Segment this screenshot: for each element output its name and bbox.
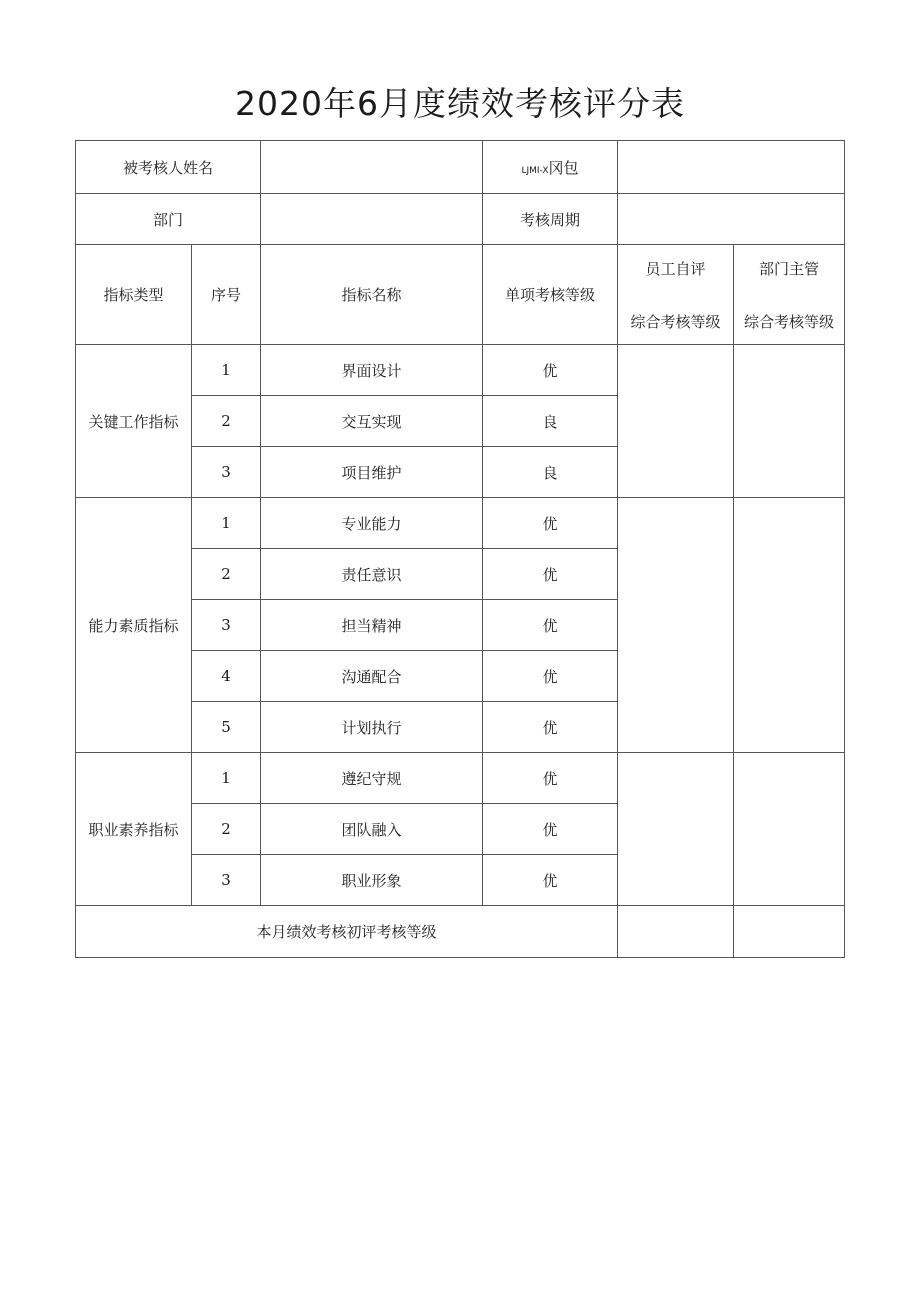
post-label-text: 冈包 [548, 158, 579, 177]
indicator-name: 职业形象 [261, 855, 483, 906]
seq-cell: 3 [192, 600, 261, 651]
self-grade-cell[interactable] [618, 753, 734, 906]
indicator-name: 责任意识 [261, 549, 483, 600]
indicator-name: 交互实现 [261, 396, 483, 447]
name-label: 被考核人姓名 [76, 141, 261, 194]
summary-self-grade[interactable] [618, 906, 734, 958]
evaluation-table [75, 140, 845, 958]
name-field[interactable] [261, 141, 483, 194]
indicator-name: 沟通配合 [261, 651, 483, 702]
indicator-grade: 良 [483, 396, 618, 447]
table-row [76, 345, 845, 396]
seq-cell: 2 [192, 804, 261, 855]
group-type-key-work: 关键工作指标 [76, 345, 192, 498]
indicator-name: 界面设计 [261, 345, 483, 396]
self-grade-cell[interactable] [618, 498, 734, 753]
mgr-header-line1: 部门主管 [759, 259, 820, 278]
indicator-grade: 优 [483, 345, 618, 396]
table-row [76, 498, 845, 549]
col-seq-header: 序号 [192, 245, 261, 345]
seq-cell: 1 [192, 498, 261, 549]
col-self-header [618, 245, 734, 345]
group-type-competency: 能力素质指标 [76, 498, 192, 753]
period-label: 考核周期 [483, 194, 618, 245]
seq-cell: 3 [192, 447, 261, 498]
summary-row [76, 906, 845, 958]
mgr-grade-cell[interactable] [734, 498, 845, 753]
period-field[interactable] [618, 194, 845, 245]
table-row [76, 753, 845, 804]
indicator-grade: 优 [483, 549, 618, 600]
col-grade-header: 单项考核等级 [483, 245, 618, 345]
group-type-professionalism: 职业素养指标 [76, 753, 192, 906]
post-label-small: LJMI-X [521, 165, 549, 176]
indicator-grade: 优 [483, 702, 618, 753]
dept-field[interactable] [261, 194, 483, 245]
dept-label: 部门 [76, 194, 261, 245]
self-header-line1: 员工自评 [645, 259, 706, 278]
seq-cell: 4 [192, 651, 261, 702]
summary-mgr-grade[interactable] [734, 906, 845, 958]
col-mgr-header [734, 245, 845, 345]
indicator-name: 计划执行 [261, 702, 483, 753]
page-title: 2020年6月度绩效考核评分表 [235, 84, 685, 123]
indicator-name: 项目维护 [261, 447, 483, 498]
indicator-grade: 优 [483, 804, 618, 855]
column-header-row [76, 245, 845, 345]
post-label [483, 141, 618, 194]
seq-cell: 3 [192, 855, 261, 906]
indicator-grade: 优 [483, 753, 618, 804]
indicator-name: 专业能力 [261, 498, 483, 549]
mgr-header-line2: 综合考核等级 [744, 312, 835, 331]
post-field[interactable] [618, 141, 845, 194]
col-name-header: 指标名称 [261, 245, 483, 345]
indicator-grade: 优 [483, 855, 618, 906]
summary-label: 本月绩效考核初评考核等级 [76, 906, 618, 958]
self-header-line2: 综合考核等级 [630, 312, 721, 331]
seq-cell: 2 [192, 396, 261, 447]
indicator-name: 担当精神 [261, 600, 483, 651]
seq-cell: 2 [192, 549, 261, 600]
self-grade-cell[interactable] [618, 345, 734, 498]
mgr-grade-cell[interactable] [734, 753, 845, 906]
indicator-grade: 优 [483, 498, 618, 549]
indicator-name: 遵纪守规 [261, 753, 483, 804]
seq-cell: 5 [192, 702, 261, 753]
col-type-header: 指标类型 [76, 245, 192, 345]
name-row [76, 141, 845, 194]
seq-cell: 1 [192, 753, 261, 804]
seq-cell: 1 [192, 345, 261, 396]
indicator-name: 团队融入 [261, 804, 483, 855]
dept-row [76, 194, 845, 245]
indicator-grade: 优 [483, 600, 618, 651]
indicator-grade: 良 [483, 447, 618, 498]
indicator-grade: 优 [483, 651, 618, 702]
mgr-grade-cell[interactable] [734, 345, 845, 498]
